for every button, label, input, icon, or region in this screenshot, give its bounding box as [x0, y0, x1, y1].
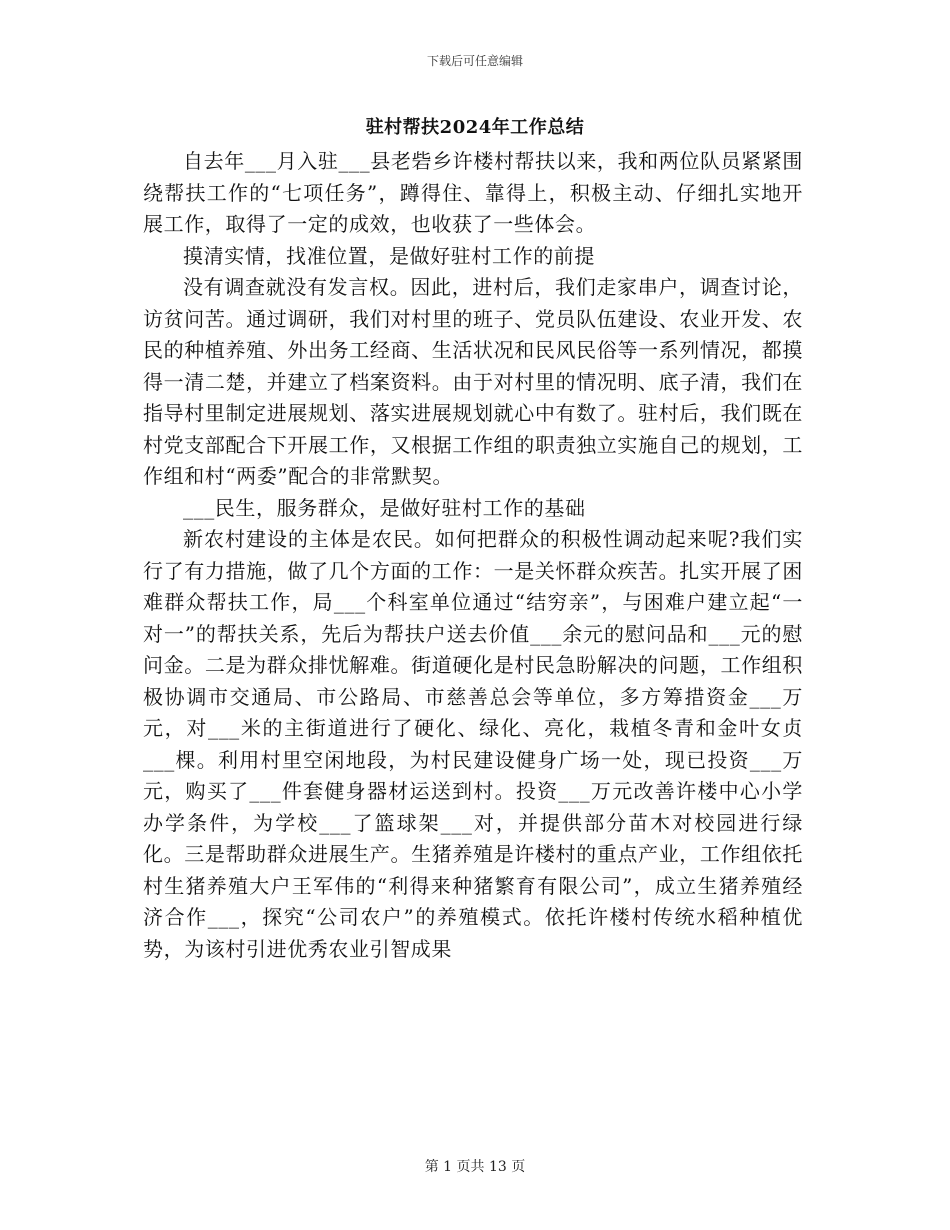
paragraph-section-1: 没有调查就没有发言权。因此，进村后，我们走家串户，调查讨论，访贫问苦。通过调研，我们对村里的班子、党员队伍建设、农业开发、农民的种植养殖、外出务工经商、生活状况和民风民俗等一系列情况，都摸得一清二楚，并建立了档案资料。由于对村里的情况明、底子清，我们在指导村里制定进展规划、落实进展规划就心中有数了。驻村后，我们既在村党支部配合下开展工作，又根据工作组的职责独立实施自己的规划，工作组和村“两委”配合的非常默契。 [143, 275, 803, 488]
page-footer: 第 1 页共 13 页 [424, 1159, 526, 1175]
document-body [143, 146, 803, 965]
header-note: 下载后可任意编辑 [426, 54, 523, 68]
paragraph-section-2: 新农村建设的主体是农民。如何把群众的积极性调动起来呢?我们实行了有力措施，做了几个方面的工作：一是关怀群众疾苦。扎实开展了困难群众帮扶工作，局___个科室单位通过“结穷亲”，与困难户建立起“一对一”的帮扶关系，先后为帮扶户送去价值___余元的慰问品和___元的慰问金。二是为群众排忧解难。街道硬化是村民急盼解决的问题，工作组积极协调市交通局、市公路局、市慈善总会等单位，多方筹措资金___万元，对___米的主街道进行了硬化、绿化、亮化，栽植冬青和金叶女贞___棵。利用村里空闲地段，为村民建设健身广场一处，现已投资___万元，购买了___件套健身器材运送到村。投资___万元改善许楼中心小学办学条件，为学校___了篮球架___对，并提供部分苗木对校园进行绿化。三是帮助群众进展生产。生猪养殖是许楼村的重点产业，工作组依托村生猪养殖大户王军伟的“利得来种猪繁育有限公司”，成立生猪养殖经济合作___，探究“公司农户”的养殖模式。依托许楼村传统水稻种植优势，为该村引进优秀农业引智成果 [143, 527, 803, 961]
section-heading-2: ___民生，服务群众，是做好驻村工作的基础 [183, 495, 586, 520]
section-heading-1: 摸清实情，找准位置，是做好驻村工作的前提 [183, 243, 595, 268]
paragraph-intro: 自去年___月入驻___县老砦乡许楼村帮扶以来，我和两位队员紧紧围绕帮扶工作的“七项任务”，蹲得住、靠得上，积极主动、仔细扎实地开展工作，取得了一定的成效，也收获了一些体会。 [143, 149, 803, 236]
document-title: 驻村帮扶2024年工作总结 [365, 117, 585, 138]
